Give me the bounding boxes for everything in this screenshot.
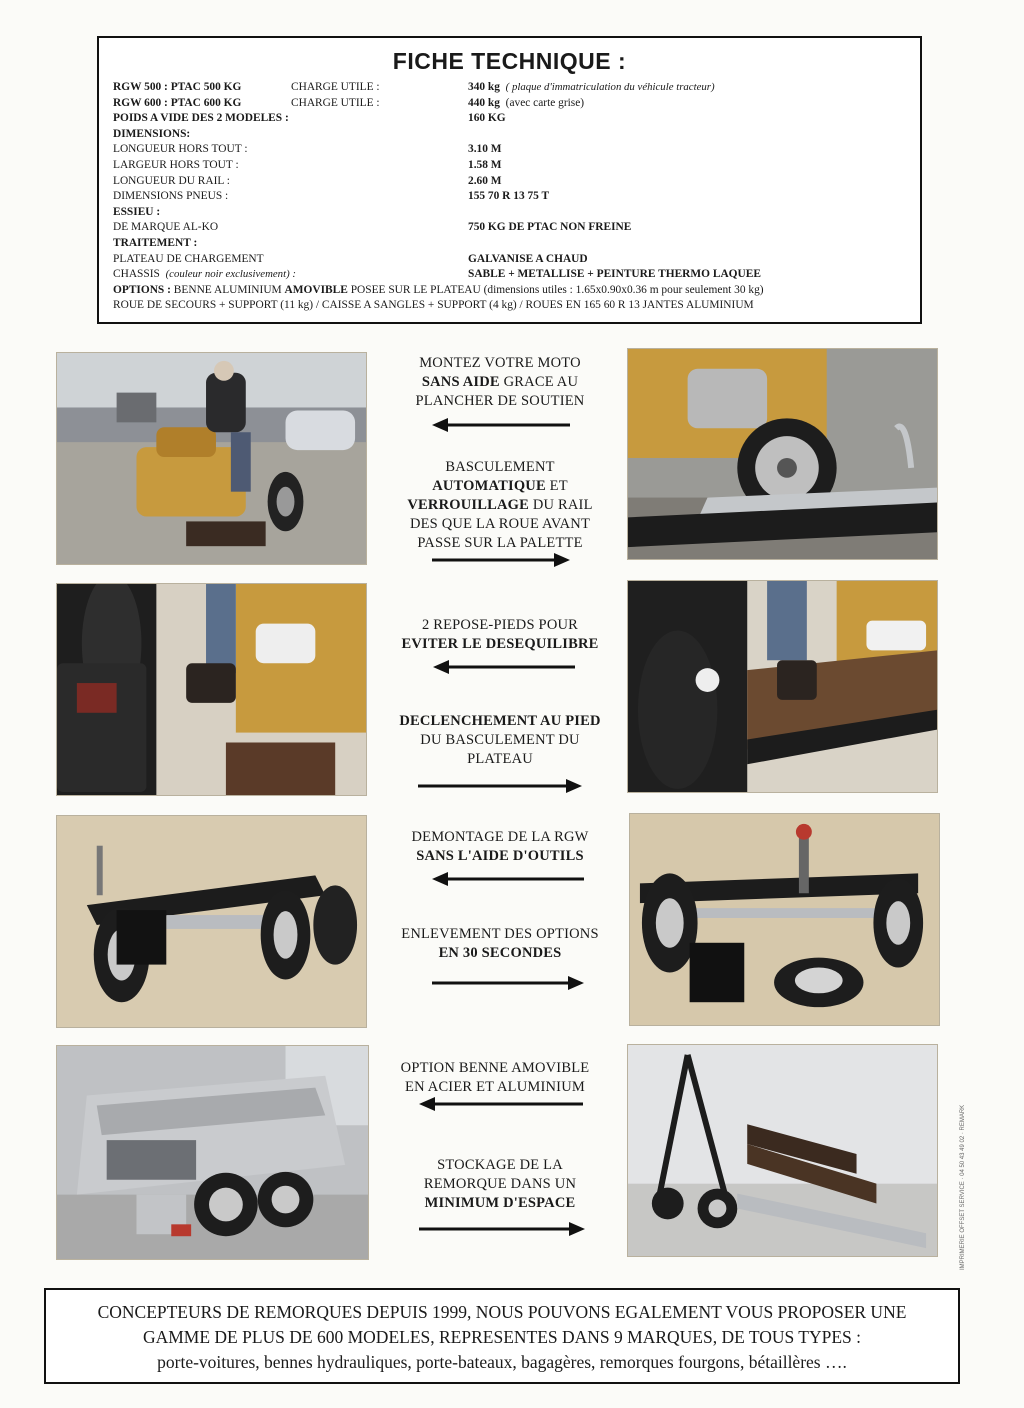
- caption-foot-trigger: [377, 712, 623, 769]
- spec-value: 2.60 M: [468, 174, 502, 187]
- printer-credit-text: IMPRIMERIE OFFSET SERVICE · 04 50 43 49 02 · REMARK: [960, 1104, 966, 1270]
- caption-line: EN 30 SECONDES: [438, 945, 562, 961]
- spec-label: RGW 500 : PTAC 500 KG: [113, 81, 242, 93]
- spec-note: (couleur noir exclusivement) :: [165, 268, 296, 281]
- arrow-right: [418, 779, 582, 793]
- options-text: ROUE DE SECOURS + SUPPORT (11 kg) / CAISSE A SANGLES + SUPPORT (4 kg) / ROUES EN 165 60 R 13 JANTES ALUMINIUM: [113, 299, 754, 312]
- spec-value: 1.58 M: [468, 158, 502, 171]
- spec-value: 3.10 M: [468, 143, 502, 156]
- caption-line: DEMONTAGE DE LA RGW: [411, 829, 589, 845]
- caption-line: SANS AIDE: [421, 374, 500, 390]
- photo-trailer-storage: [627, 1044, 938, 1257]
- options-text: (dimensions utiles : 1.65x0.90x0.36 m pour seulement 30 kg): [483, 283, 764, 296]
- photo-trailer-disassembly: [56, 815, 367, 1028]
- footer-box: [44, 1288, 960, 1384]
- caption-line: REMORQUE DANS UN: [423, 1176, 577, 1192]
- spec-row: [113, 127, 910, 143]
- spec-row: [113, 158, 910, 174]
- spec-row: [113, 142, 910, 158]
- spec-row: [113, 267, 910, 283]
- spec-row: [113, 252, 910, 268]
- caption-mount: [377, 354, 623, 411]
- spec-lines: [113, 80, 910, 314]
- spec-row: [113, 80, 910, 96]
- photo-wheel-on-rail: [627, 348, 938, 560]
- caption-line: EVITER LE DESEQUILIBRE: [401, 636, 599, 652]
- caption-line: STOCKAGE DE LA: [437, 1157, 563, 1173]
- spec-heading: ESSIEU :: [113, 205, 161, 218]
- spec-label: RGW 600 : PTAC 600 KG: [113, 96, 242, 109]
- caption-line: DU RAIL: [529, 497, 593, 513]
- spec-sublabel: CHARGE UTILE :: [291, 96, 380, 109]
- printer-credit: [952, 1060, 966, 1270]
- options-text: POSEE SUR LE PLATEAU: [350, 283, 481, 296]
- caption-options-removal: [377, 925, 623, 963]
- options-text: BENNE ALUMINIUM: [173, 283, 282, 296]
- caption-line: PLATEAU: [467, 751, 533, 767]
- spec-label: LONGUEUR DU RAIL :: [113, 174, 230, 187]
- arrow-left: [419, 1097, 583, 1111]
- options-label: OPTIONS :: [113, 283, 171, 296]
- arrow-left: [433, 660, 575, 674]
- photo-foot-pedal: [627, 580, 938, 793]
- spec-row: [113, 111, 910, 127]
- caption-line: GRACE AU: [499, 374, 579, 390]
- caption-line: BASCULEMENT: [445, 459, 555, 475]
- footer-line: porte-voitures, bennes hydrauliques, porte-bateaux, bagagères, remorques fourgons, bétaillères ….: [157, 1352, 847, 1372]
- spec-value: 155 70 R 13 75 T: [468, 190, 550, 203]
- arrow-left: [432, 872, 584, 886]
- photo-options-removed: [629, 813, 940, 1026]
- spec-title: FICHE TECHNIQUE :: [392, 48, 627, 74]
- spec-note: (avec carte grise): [505, 96, 585, 109]
- spec-value: 440 kg: [468, 96, 500, 109]
- spec-row: [113, 220, 910, 236]
- spec-options-line: [113, 283, 910, 299]
- spec-value: 340 kg: [468, 81, 500, 93]
- caption-line: MINIMUM D'ESPACE: [424, 1195, 576, 1211]
- spec-heading: TRAITEMENT :: [113, 236, 198, 249]
- caption-line: 2 REPOSE-PIEDS POUR: [421, 617, 579, 633]
- caption-line: DES QUE LA ROUE AVANT: [409, 516, 591, 532]
- caption-line: PLANCHER DE SOUTIEN: [415, 393, 585, 409]
- arrow-right: [432, 976, 584, 990]
- spec-label: DE MARQUE AL-KO: [113, 221, 219, 234]
- spec-note: ( plaque d'immatriculation du véhicule tracteur): [505, 81, 715, 93]
- caption-line: EN ACIER ET ALUMINIUM: [405, 1079, 585, 1095]
- caption-line: MONTEZ VOTRE MOTO: [419, 355, 581, 371]
- footer-line: CONCEPTEURS DE REMORQUES DEPUIS 1999, NOUS POUVONS EGALEMENT VOUS PROPOSER UNE: [97, 1302, 907, 1322]
- spec-row: [113, 236, 910, 252]
- spec-label: POIDS A VIDE DES 2 MODELES :: [113, 112, 289, 125]
- spec-value: 750 KG DE PTAC NON FREINE: [468, 221, 632, 234]
- caption-disassembly: [377, 828, 623, 866]
- caption-footrests: [377, 616, 623, 654]
- caption-removable-body: [372, 1059, 618, 1097]
- spec-row: [113, 174, 910, 190]
- caption-line: AUTOMATIQUE: [432, 478, 546, 494]
- caption-line: ENLEVEMENT DES OPTIONS: [401, 926, 599, 942]
- photo-removable-body: [56, 1045, 369, 1260]
- spec-options-line: [113, 298, 910, 314]
- arrow-right: [432, 553, 570, 567]
- spec-label: PLATEAU DE CHARGEMENT: [113, 252, 264, 265]
- spec-sheet-box: [97, 36, 922, 324]
- arrow-right: [419, 1222, 585, 1236]
- spec-value: 160 KG: [468, 112, 506, 125]
- spec-row: [113, 96, 910, 112]
- caption-line: SANS L'AIDE D'OUTILS: [416, 848, 584, 864]
- caption-line: VERROUILLAGE: [407, 497, 530, 513]
- caption-line: DU BASCULEMENT DU: [420, 732, 580, 748]
- spec-row: [113, 189, 910, 205]
- spec-value: SABLE + METALLISE + PEINTURE THERMO LAQUEE: [468, 268, 761, 281]
- arrow-left: [432, 418, 570, 432]
- photo-mounting-motorcycle: [56, 352, 367, 565]
- spec-heading: DIMENSIONS:: [113, 127, 191, 140]
- caption-line: DECLENCHEMENT AU PIED: [399, 713, 601, 729]
- options-text: AMOVIBLE: [284, 283, 348, 296]
- caption-line: PASSE SUR LA PALETTE: [417, 535, 583, 551]
- spec-sublabel: CHARGE UTILE :: [291, 81, 380, 93]
- photo-footrest-left: [56, 583, 367, 796]
- spec-label: DIMENSIONS PNEUS :: [113, 190, 229, 203]
- caption-tilt: [377, 458, 623, 553]
- footer-line: GAMME DE PLUS DE 600 MODELES, REPRESENTES DANS 9 MARQUES, DE TOUS TYPES :: [142, 1327, 862, 1347]
- spec-row: [113, 205, 910, 221]
- spec-label: LARGEUR HORS TOUT :: [113, 158, 239, 171]
- spec-label: CHASSIS: [113, 268, 160, 281]
- caption-storage: [377, 1156, 623, 1213]
- spec-label: LONGUEUR HORS TOUT :: [113, 143, 248, 156]
- caption-line: ET: [545, 478, 568, 494]
- spec-value: GALVANISE A CHAUD: [468, 252, 588, 265]
- caption-line: OPTION BENNE AMOVIBLE: [400, 1060, 590, 1076]
